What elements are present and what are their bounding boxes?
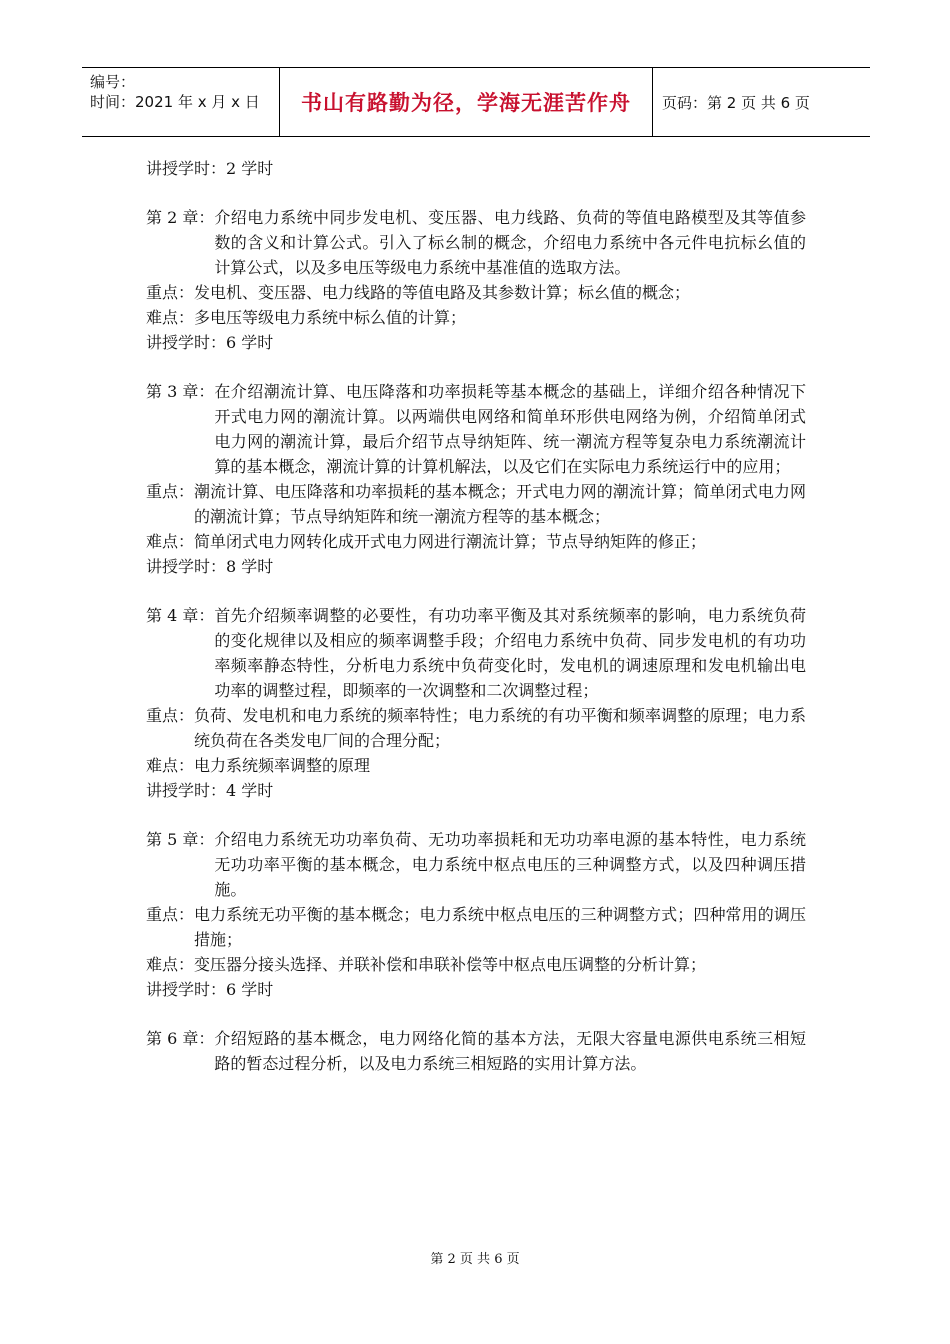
chapter-section [146, 379, 806, 579]
document-body [146, 156, 806, 1076]
chapter-text: 介绍短路的基本概念，电力网络化简的基本方法，无限大容量电源供电系统三相短路的暂态过程分析，以及电力系统三相短路的实用计算方法。 [214, 1029, 806, 1073]
key-points [146, 703, 806, 753]
header-motto: 书山有路勤为径，学海无涯苦作舟 [301, 91, 631, 115]
key-points-label: 重点： [146, 905, 195, 924]
document-date: 时间：2021 年 x 月 x 日 [90, 93, 260, 111]
difficulties [146, 305, 806, 330]
difficulties-text: 变压器分接头选择、并联补偿和串联补偿等中枢点电压调整的分析计算； [194, 955, 707, 974]
difficulties [146, 952, 806, 977]
key-points-text: 电力系统无功平衡的基本概念；电力系统中枢点电压的三种调整方式；四种常用的调压措施； [194, 905, 806, 949]
key-points-text: 负荷、发电机和电力系统的频率特性；电力系统的有功平衡和频率调整的原理；电力系统负荷在各类发电厂间的合理分配； [194, 706, 806, 750]
chapter-description [146, 1026, 806, 1076]
key-points-label: 重点： [146, 482, 195, 501]
chapter-label: 第 4 章： [146, 606, 215, 625]
chapter-description [146, 205, 806, 280]
difficulties [146, 529, 806, 554]
chapter-text: 介绍电力系统无功功率负荷、无功功率损耗和无功功率电源的基本特性，电力系统无功功率平衡的基本概念，电力系统中枢点电压的三种调整方式，以及四种调压措施。 [214, 830, 806, 899]
key-points-label: 重点： [146, 283, 195, 302]
header-page-info: 页码：第 2 页 共 6 页 [662, 94, 810, 112]
chapter-section [146, 603, 806, 803]
chapter-description [146, 603, 806, 703]
difficulties-text: 简单闭式电力网转化成开式电力网进行潮流计算；节点导纳矩阵的修正； [194, 532, 707, 551]
difficulties-text: 电力系统频率调整的原理 [194, 756, 371, 775]
chapter-label: 第 5 章： [146, 830, 215, 849]
chapter-text: 介绍电力系统中同步发电机、变压器、电力线路、负荷的等值电路模型及其等值参数的含义和计算公式。引入了标幺制的概念，介绍电力系统中各元件电抗标幺值的计算公式，以及多电压等级电力系统中基准值的选取方法。 [214, 208, 806, 277]
intro-hours: 讲授学时：2 学时 [146, 159, 274, 178]
chapter-label: 第 6 章： [146, 1029, 215, 1048]
page-footer: 第 2 页 共 6 页 [430, 1252, 520, 1267]
difficulties-label: 难点： [146, 308, 195, 327]
chapter-text: 首先介绍频率调整的必要性，有功功率平衡及其对系统频率的影响，电力系统负荷的变化规律以及相应的频率调整手段；介绍电力系统中负荷、同步发电机的有功功率频率静态特性，分析电力系统中负荷变化时，发电机的调速原理和发电机输出电功率的调整过程，即频率的一次调整和二次调整过程； [214, 606, 806, 700]
document-id-label: 编号： [90, 73, 136, 91]
chapter-section [146, 827, 806, 1002]
page-header [82, 67, 870, 137]
key-points [146, 902, 806, 952]
lecture-hours: 讲授学时：6 学时 [146, 980, 274, 999]
key-points-text: 发电机、变压器、电力线路的等值电路及其参数计算；标幺值的概念； [194, 283, 691, 302]
difficulties [146, 753, 806, 778]
chapter-section [146, 205, 806, 355]
key-points-label: 重点： [146, 706, 195, 725]
difficulties-text: 多电压等级电力系统中标么值的计算； [194, 308, 467, 327]
header-divider [652, 68, 653, 136]
lecture-hours: 讲授学时：4 学时 [146, 781, 274, 800]
difficulties-label: 难点： [146, 955, 195, 974]
header-meta [90, 72, 260, 112]
chapter-description [146, 379, 806, 479]
chapter-label: 第 2 章： [146, 208, 215, 227]
key-points-text: 潮流计算、电压降落和功率损耗的基本概念；开式电力网的潮流计算；简单闭式电力网的潮流计算；节点导纳矩阵和统一潮流方程等的基本概念； [194, 482, 806, 526]
chapter-section [146, 1026, 806, 1076]
chapter-description [146, 827, 806, 902]
difficulties-label: 难点： [146, 756, 195, 775]
key-points [146, 280, 806, 305]
difficulties-label: 难点： [146, 532, 195, 551]
key-points [146, 479, 806, 529]
chapter-label: 第 3 章： [146, 382, 215, 401]
lecture-hours: 讲授学时：6 学时 [146, 333, 274, 352]
chapter-text: 在介绍潮流计算、电压降落和功率损耗等基本概念的基础上，详细介绍各种情况下开式电力网的潮流计算。以两端供电网络和简单环形供电网络为例，介绍简单闭式电力网的潮流计算，最后介绍节点导纳矩阵、统一潮流方程等复杂电力系统潮流计算的基本概念，潮流计算的计算机解法，以及它们在实际电力系统运行中的应用； [214, 382, 806, 476]
lecture-hours: 讲授学时：8 学时 [146, 557, 274, 576]
